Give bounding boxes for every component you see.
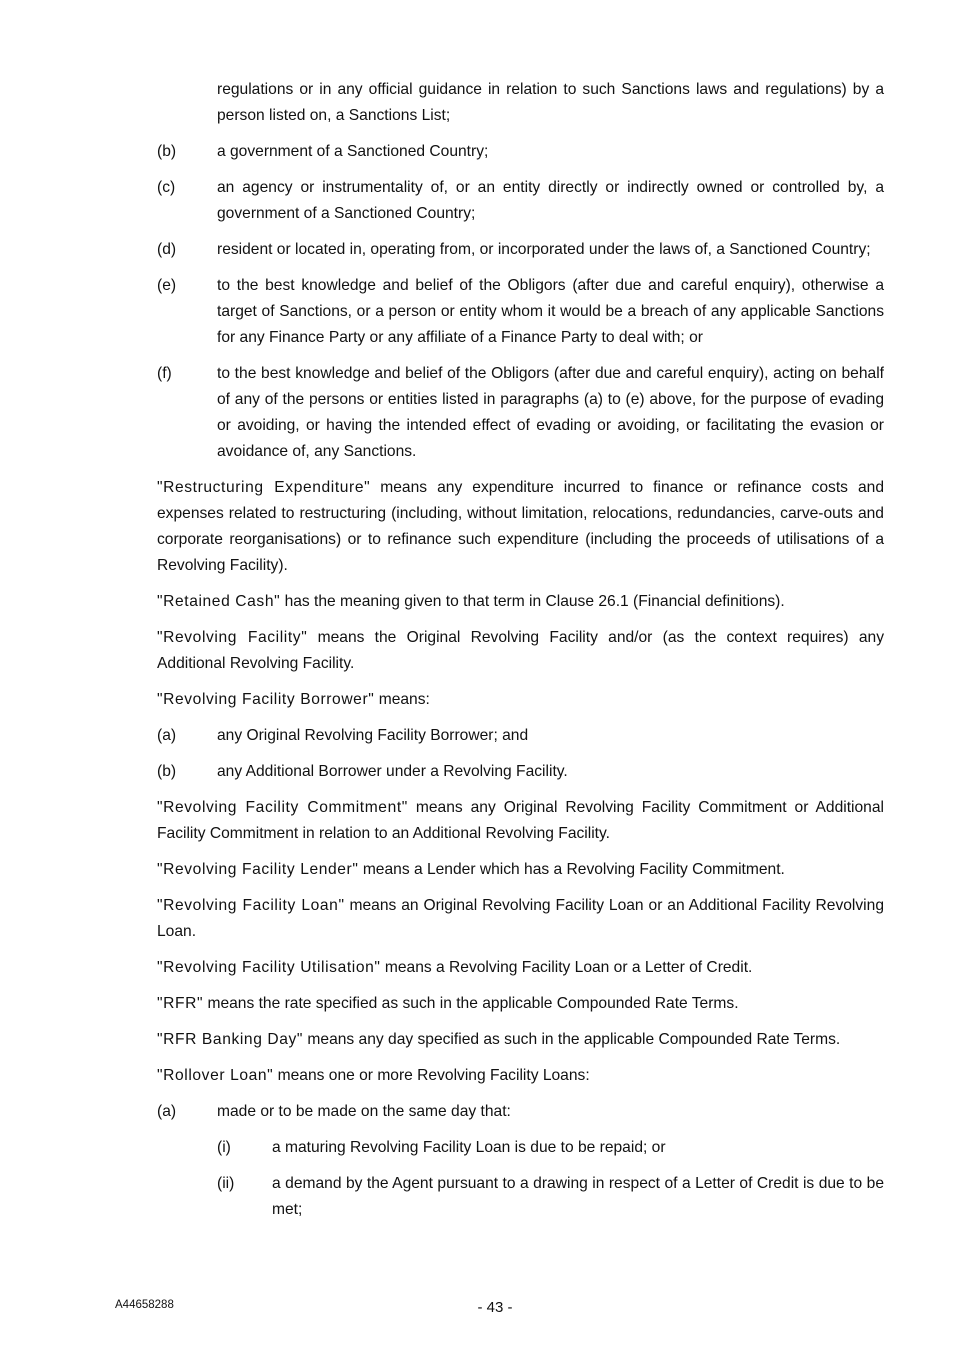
item-label: (a)	[157, 727, 177, 744]
definition-text: means a Lender which has a Revolving Facility Commitment.	[358, 861, 785, 878]
item-label: (a)	[157, 1103, 177, 1120]
definition-text: means a Revolving Facility Loan or a Letter of Credit.	[380, 959, 753, 976]
item-text: any Additional Borrower under a Revolving Facility.	[217, 763, 568, 780]
defined-term: "Revolving Facility"	[157, 629, 308, 646]
list-item-e	[157, 273, 884, 351]
list-item-b	[157, 139, 884, 165]
definition-text: means any expenditure incurred to finance or refinance costs and expenses related to restructuring (including, without limitation, relocations, redundancies, carve-outs and corporate reorganisations) or to refinance such expenditure (including the proceeds of utilisations of a Revolving Facility).	[157, 479, 884, 574]
paragraph-continuation: regulations or in any official guidance in relation to such Sanctions laws and regulations) by a person listed on, a Sanctions List;	[217, 81, 884, 124]
defined-term: "RFR Banking Day"	[157, 1031, 304, 1048]
definition-rfr-banking-day	[157, 1027, 884, 1053]
item-label: (ii)	[217, 1175, 235, 1192]
defined-term: "Revolving Facility Commitment"	[157, 799, 408, 816]
item-label: (d)	[157, 241, 177, 258]
item-text: to the best knowledge and belief of the Obligors (after due and careful enquiry), acting on behalf of any of the persons or entities listed in paragraphs (a) to (e) above, for the purpose of evading or avoiding, or having the intended effect of evading or avoiding, or facilitating the evasion or avoidance of, any Sanctions.	[217, 365, 884, 460]
definition-text: means:	[374, 691, 430, 708]
list-item-f	[157, 361, 884, 465]
item-text: an agency or instrumentality of, or an entity directly or indirectly owned or controlled by, a government of a Sanctioned Country;	[217, 179, 884, 222]
list-item-c	[157, 175, 884, 227]
list-item	[157, 759, 884, 785]
definition-text: means any day specified as such in the applicable Compounded Rate Terms.	[303, 1031, 841, 1048]
item-label: (e)	[157, 277, 177, 294]
item-label: (c)	[157, 179, 176, 196]
definition-text: means any Original Revolving Facility Commitment or Additional Facility Commitment in relation to an Additional Revolving Facility.	[157, 799, 884, 842]
definition-text: has the meaning given to that term in Clause 26.1 (Financial definitions).	[280, 593, 785, 610]
item-text: resident or located in, operating from, or incorporated under the laws of, a Sanctioned Country;	[217, 241, 871, 258]
item-text: to the best knowledge and belief of the Obligors (after due and careful enquiry), otherwise a target of Sanctions, or a person or entity whom it would be a breach of any applicable Sanctions for any Finance Party or any affiliate of a Finance Party to deal with; or	[217, 277, 884, 346]
document-id: A44658288	[115, 1299, 174, 1311]
item-label: (b)	[157, 143, 177, 160]
list-item	[157, 1099, 884, 1125]
defined-term: "Revolving Facility Utilisation"	[157, 959, 381, 976]
definition-rfr	[157, 991, 884, 1017]
item-label: (i)	[217, 1139, 231, 1156]
list-item-d	[157, 237, 884, 263]
item-text: any Original Revolving Facility Borrower; and	[217, 727, 529, 744]
definition-revolving-facility-loan	[157, 893, 884, 945]
document-body	[157, 77, 884, 1233]
sub-list-item	[217, 1171, 884, 1223]
definition-revolving-facility-utilisation	[157, 955, 884, 981]
definition-restructuring-expenditure	[157, 475, 884, 579]
defined-term: "Rollover Loan"	[157, 1067, 274, 1084]
defined-term: "Restructuring Expenditure"	[157, 479, 371, 496]
definition-revolving-facility-commitment	[157, 795, 884, 847]
defined-term: "Revolving Facility Loan"	[157, 897, 345, 914]
item-text: made or to be made on the same day that:	[217, 1103, 511, 1120]
definition-rollover-loan	[157, 1063, 884, 1089]
definition-text: means an Original Revolving Facility Loan or an Additional Facility Revolving Loan.	[157, 897, 884, 940]
definition-revolving-facility	[157, 625, 884, 677]
definition-retained-cash	[157, 589, 884, 615]
item-label: (f)	[157, 365, 172, 382]
defined-term: "Revolving Facility Borrower"	[157, 691, 375, 708]
definition-revolving-facility-lender	[157, 857, 884, 883]
definition-text: means the rate specified as such in the applicable Compounded Rate Terms.	[203, 995, 739, 1012]
definition-text: means one or more Revolving Facility Loans:	[273, 1067, 590, 1084]
list-item	[157, 723, 884, 749]
defined-term: "Revolving Facility Lender"	[157, 861, 359, 878]
defined-term: "RFR"	[157, 995, 204, 1012]
definition-revolving-facility-borrower	[157, 687, 884, 713]
sub-list-item	[217, 1135, 884, 1161]
definition-text: means the Original Revolving Facility and/or (as the context requires) any Additional Revolving Facility.	[157, 629, 884, 672]
defined-term: "Retained Cash"	[157, 593, 281, 610]
item-text: a government of a Sanctioned Country;	[217, 143, 489, 160]
item-text: a maturing Revolving Facility Loan is due to be repaid; or	[272, 1139, 666, 1156]
item-label: (b)	[157, 763, 177, 780]
item-text: a demand by the Agent pursuant to a drawing in respect of a Letter of Credit is due to be met;	[272, 1175, 884, 1218]
page-number: - 43 -	[477, 1299, 513, 1316]
